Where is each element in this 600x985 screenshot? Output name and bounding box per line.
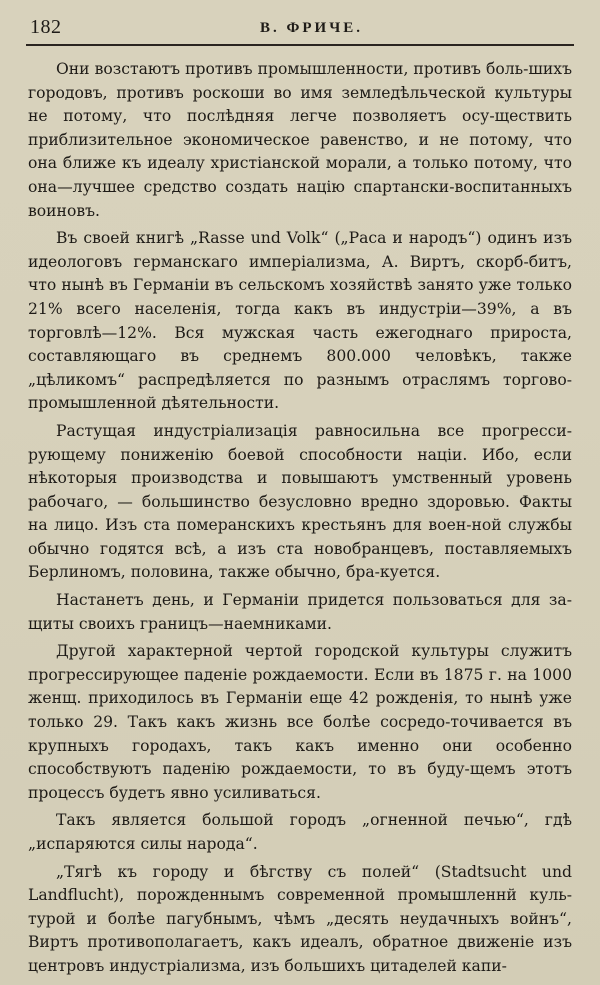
paragraph: Они возстаютъ противъ промышленности, противъ боль-шихъ городовъ, противъ роскоши во имя земледѣльческой культуры не потому, что послѣдняя легче позволяетъ осу-ществить приблизительное экономическое равенство, и не потому, что она ближе къ идеалу христіанской морали, а только потому, что она—лучшее средство создать націю спартански-воспитанныхъ воиновъ. xyxy=(28,60,572,220)
paragraph: Растущая индустріализація равносильна все прогресси-рующему пониженію боевой способности націи. Ибо, если нѣкоторыя производства и повышаютъ умственный уровень рабочаго, — большинство безусловно вредно здоровью. Факты на лицо. Изъ ста померанскихъ крестьянъ для воен-ной службы обычно годятся всѣ, а изъ ста новобранцевъ, поставляемыхъ Берлиномъ, половина, также обычно, бра-куется. xyxy=(28,421,572,582)
paragraph: Настанетъ день, и Германіи придется пользоваться для за-щиты своихъ границъ—наемниками. xyxy=(28,591,572,633)
body-text xyxy=(28,58,572,979)
page-number: 182 xyxy=(30,16,62,38)
page-header xyxy=(28,14,572,44)
paragraph: Въ своей книгѣ „Rasse und Volk“ („Раса и народъ“) одинъ изъ идеологовъ германскаго имперіализма, А. Виртъ, скорб-битъ, что нынѣ въ Германіи въ сельскомъ хозяйствѣ занято уже только 21% всего населенія, тогда какъ въ индустріи—39%, а въ торговлѣ—12%. Вся мужская часть ежегоднаго прироста, составляющаго въ среднемъ 800.000 человѣкъ, также „цѣликомъ“ распредѣляется по разнымъ отраслямъ торгово-промышленной дѣятельности. xyxy=(28,229,572,413)
running-head: В. ФРИЧЕ. xyxy=(260,20,363,36)
paragraph: Такъ является большой городъ „огненной печью“, гдѣ „испаряются силы народа“. xyxy=(28,811,572,853)
paragraph: „Тягѣ къ городу и бѣгству съ полей“ (Stadtsucht und Landflucht), порожденнымъ современной промышленнй куль-турой и болѣе пагубнымъ, чѣмъ „десять неудачныхъ войнъ“, Виртъ противополагаетъ, какъ идеалъ, обратное движеніе изъ центровъ индустріализма, изъ большихъ цитаделей капи- xyxy=(28,862,572,975)
paragraph: Другой характерной чертой городской культуры служитъ прогрессирующее паденіе рождаемости. Если въ 1875 г. на 1000 женщ. приходилось въ Германіи еще 42 рожденія, то нынѣ уже только 29. Такъ какъ жизнь все болѣе сосредо-точивается въ крупныхъ городахъ, такъ какъ именно они особенно способствуютъ паденію рождаемости, то въ буду-щемъ этотъ процессъ будетъ явно усиливаться. xyxy=(28,642,572,802)
header-rule xyxy=(26,44,574,46)
